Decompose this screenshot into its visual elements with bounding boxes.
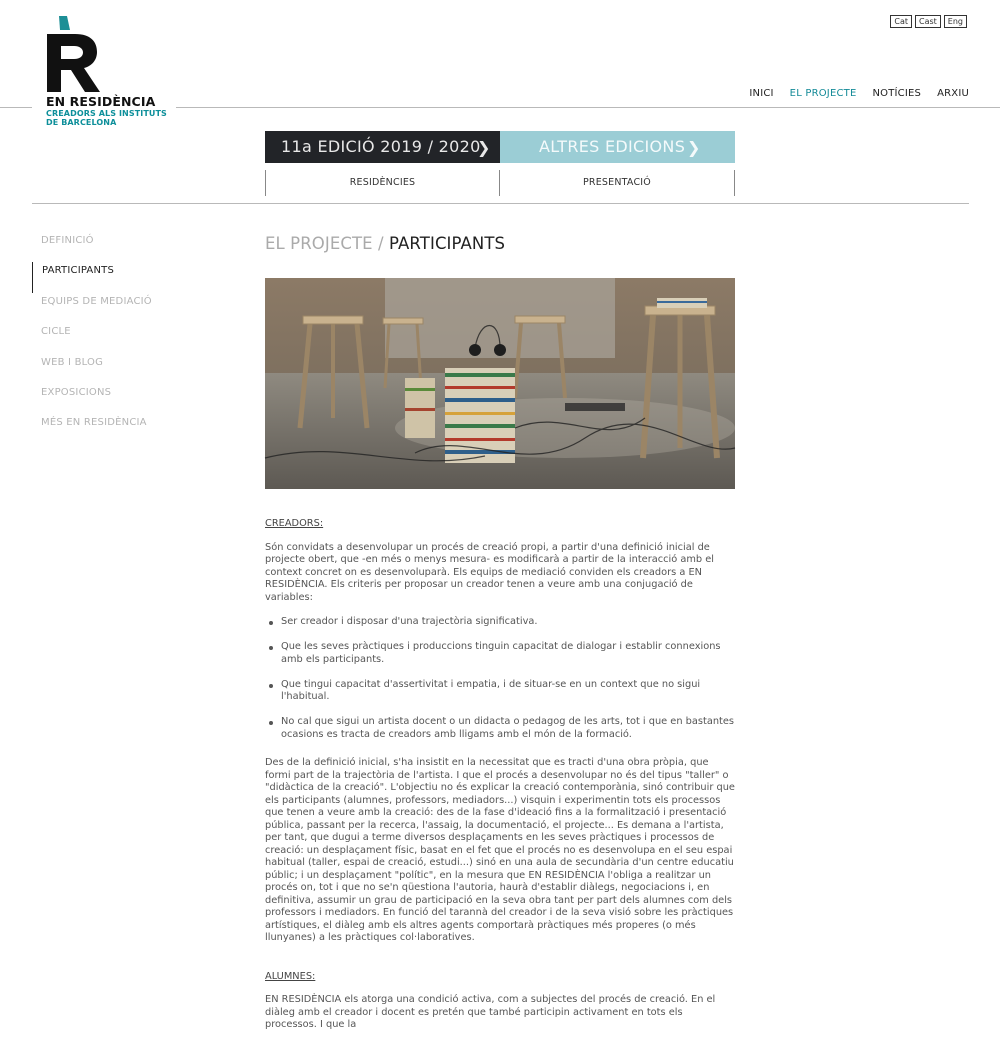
content-divider	[32, 203, 969, 204]
breadcrumb	[265, 234, 735, 253]
sidebar-nav	[32, 232, 232, 445]
list-item: Que les seves pràctiques i produccions tinguin capacitat de dialogar i establir connexions amb els participants.	[265, 641, 735, 666]
hero-photo	[265, 278, 735, 489]
lang-cat-button[interactable]: Cat	[890, 15, 912, 28]
nav-noticies[interactable]: NOTÍCIES	[872, 88, 922, 99]
logo-tagline: CREADORS ALS INSTITUTS DE BARCELONA	[46, 109, 167, 127]
sidebar-item-mes-en-residencia[interactable]: MÉS EN RESIDÈNCIA	[41, 417, 147, 429]
nav-inici[interactable]: INICI	[749, 88, 774, 99]
creadors-body: Des de la definició inicial, s'ha insistit en la necessitat que es tracti d'una obra pròpia, que formi part de la trajectòria de l'artista. I que el procés a desenvolupar no és del tipus "taller" o "didàctica de la creació". L'objectiu no és explicar la creació contemporània, sinó contribuir que els participants (alumnes, professors, mediadors...) visquin i experimentin tots els processos que tenen a veure amb la creació: des de la fase d'ideació fins a la formalització i presentació pública, passant per la recerca, l'assaig, la documentació, el projecte... Es demana a l'artista, per tant, que dugui a terme diversos desplaçaments en les seves pràctiques i processos de creació: un desplaçament físic, basat en el fet que el procés no es desenvolupa en el seu espai habitual (taller, espai de creació, estudi...) sinó en una aula de secundària d'un centre educatiu públic; i un desplaçament "polític", en la mesura que EN RESIDÈNCIA l'obliga a realitzar un procés on, tot i que no se'n qüestiona l'autoria, haurà d'establir diàlegs, negociacions i, en definitiva, assumir un grau de participació en la seva obra tant per part dels alumnes com dels professors i mediadors. En funció del tarannà del creador i de la seva visió sobre les pràctiques artístiques, el diàleg amb els altres agents comportarà pràctiques més properes (o més llunyanes) a les pràctiques col·laboratives.	[265, 757, 735, 943]
chevron-right-icon: ❯	[477, 138, 491, 157]
alumnes-body: EN RESIDÈNCIA els atorga una condició activa, com a subjectes del procés de creació. En el diàleg amb el creador i docent es pretén que també participin activament en tots els processos. I que la	[265, 994, 716, 1030]
current-edition-tab[interactable]	[265, 131, 500, 163]
sidebar-item-cicle[interactable]: CICLE	[41, 326, 71, 338]
subtab-presentacio[interactable]: PRESENTACIÓ	[500, 170, 735, 196]
nav-el-projecte[interactable]: EL PROJECTE	[789, 88, 857, 99]
lang-cast-button[interactable]: Cast	[915, 15, 941, 28]
sidebar-item-definicio[interactable]: DEFINICIÓ	[41, 235, 94, 246]
list-item: No cal que sigui un artista docent o un didacta o pedagog de les arts, tot i que en bastantes ocasions es tracta de creadors amb lligams amb el món de la formació.	[265, 716, 735, 741]
other-editions-label: ALTRES EDICIONS	[539, 137, 686, 156]
page-title	[265, 234, 735, 253]
lang-eng-button[interactable]: Eng	[944, 15, 967, 28]
criteria-list	[265, 616, 735, 741]
sidebar-item-exposicions[interactable]: EXPOSICIONS	[41, 386, 112, 398]
creadors-heading: CREADORS:	[265, 518, 324, 529]
main-nav	[749, 88, 969, 99]
article-body	[265, 518, 735, 1044]
logo-wordmark: EN RESIDÈNCIA	[46, 94, 156, 109]
alumnes-heading: ALUMNES:	[265, 970, 316, 982]
language-switcher	[890, 15, 967, 28]
edition-subtabs	[265, 170, 735, 196]
sidebar-item-web-i-blog[interactable]: WEB I BLOG	[41, 356, 104, 368]
current-edition-label: 11a EDICIÓ 2019 / 2020	[281, 137, 481, 156]
subtab-residencies[interactable]: RESIDÈNCIES	[265, 170, 500, 196]
nav-arxiu[interactable]: ARXIU	[937, 88, 969, 99]
sidebar-item-equips-de-mediacio[interactable]: EQUIPS DE MEDIACIÓ	[41, 295, 152, 307]
other-editions-tab[interactable]	[500, 131, 735, 163]
breadcrumb-parent[interactable]: EL PROJECTE /	[265, 234, 384, 253]
spacer	[265, 957, 735, 971]
creadors-intro: Són convidats a desenvolupar un procés de creació propi, a partir d'una definició inicial de projecte obert, que -en més o menys mesura- es modificarà a partir de la interacció amb el context concret on es desenvoluparà. Els equips de mediació conviden els creadors a EN RESIDÈNCIA. Els criteris per proposar un creador tenen a veure amb una conjugació de variables:	[265, 541, 714, 603]
stools-and-books-image	[265, 278, 735, 489]
breadcrumb-current: PARTICIPANTS	[389, 234, 506, 253]
list-item: Que tingui capacitat d'assertivitat i empatia, i de situar-se en un context que no sigui l'habitual.	[265, 679, 735, 704]
list-item: Ser creador i disposar d'una trajectòria significativa.	[265, 616, 735, 629]
site-logo[interactable]	[32, 14, 176, 128]
chevron-right-icon: ❯	[687, 138, 701, 157]
sidebar-item-participants[interactable]: PARTICIPANTS	[32, 262, 232, 292]
logo-r-icon	[45, 16, 105, 96]
